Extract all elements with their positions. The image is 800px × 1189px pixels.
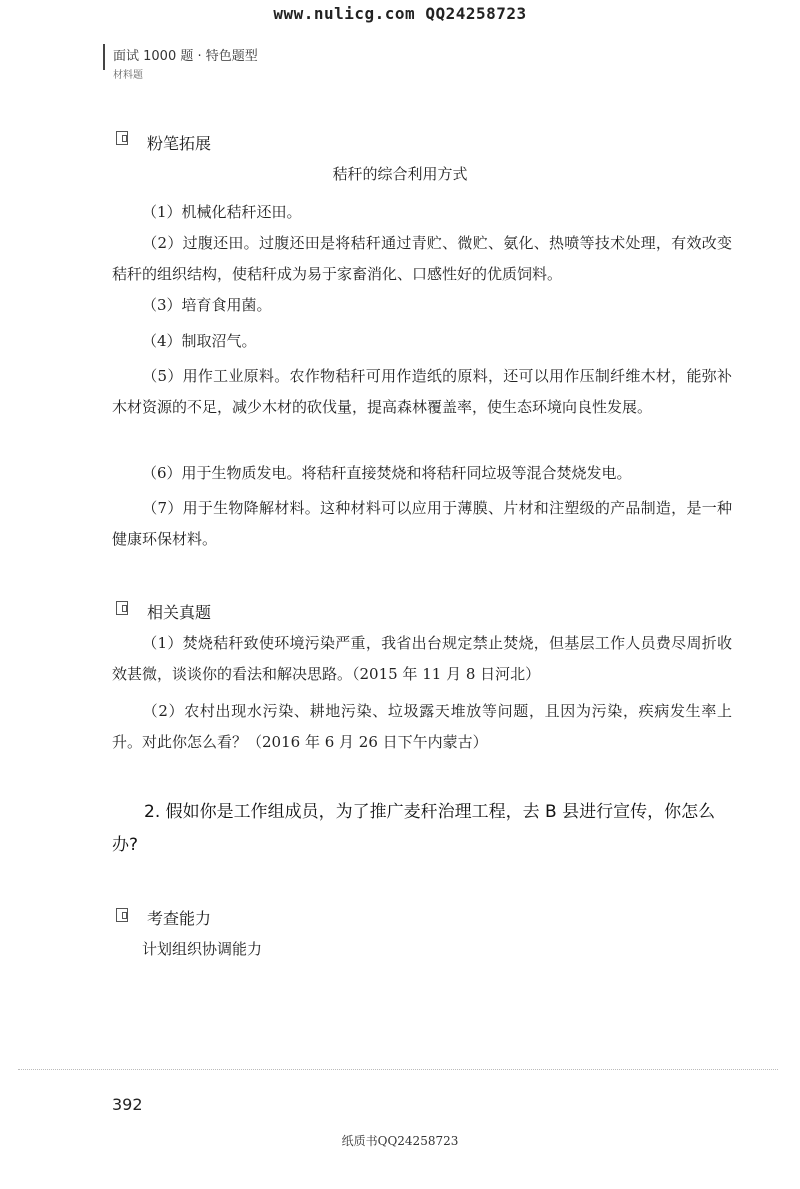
ability-heading: 考查能力 (147, 909, 212, 928)
section-icon (116, 601, 128, 615)
extension-paragraph: （5）用作工业原料。农作物秸秆可用作造纸的原料，还可以用作压制纤维木材，能弥补木材资源的不足，减少木材的砍伐量，提高森林覆盖率，使生态环境向良性发展。 (112, 367, 732, 416)
section-icon (116, 908, 128, 922)
scan-noise (18, 1069, 778, 1071)
question: 2. 假如你是工作组成员，为了推广麦秆治理工程，去 B 县进行宣传，你怎么办? (112, 802, 716, 855)
extension-paragraph: （7）用于生物降解材料。这种材料可以应用于薄膜、片材和注塑级的产品制造，是一种健康环保材料。 (112, 499, 732, 548)
extension-paragraph: （2）过腹还田。过腹还田是将秸秆通过青贮、微贮、氨化、热喷等技术处理，有效改变秸秆的组织结构，使秸秆成为易于家畜消化、口感性好的优质饲料。 (112, 234, 732, 283)
header-subtitle: 材料题 (113, 70, 143, 81)
extension-paragraph: （1）机械化秸秆还田。 (142, 203, 302, 221)
related-heading: 相关真题 (147, 603, 212, 622)
extension-paragraph: （4）制取沼气。 (142, 332, 257, 350)
extension-heading: 粉笔拓展 (147, 134, 212, 153)
page-number: 392 (112, 1095, 143, 1114)
header-bar (103, 44, 105, 70)
extension-title: 秸秆的综合利用方式 (332, 165, 468, 183)
extension-paragraph: （6）用于生物质发电。将秸秆直接焚烧和将秸秆同垃圾等混合焚烧发电。 (142, 464, 632, 482)
ability-value: 计划组织协调能力 (142, 940, 263, 958)
extension-paragraph: （3）培育食用菌。 (142, 296, 272, 314)
header-title: 面试 1000 题 · 特色题型 (113, 49, 258, 64)
footer: 纸质书QQ24258723 (341, 1134, 459, 1148)
section-icon (116, 131, 128, 145)
watermark-top: www.nulicg.com QQ24258723 (273, 4, 527, 23)
related-item: （1）焚烧秸秆致使环境污染严重，我省出台规定禁止焚烧，但基层工作人员费尽周折收效甚微，谈谈你的看法和解决思路。（2015 年 11 月 8 日河北） (112, 634, 732, 683)
related-item: （2）农村出现水污染、耕地污染、垃圾露天堆放等问题，且因为污染，疾病发生率上升。对此你怎么看？（2016 年 6 月 26 日下午内蒙古） (112, 702, 732, 751)
